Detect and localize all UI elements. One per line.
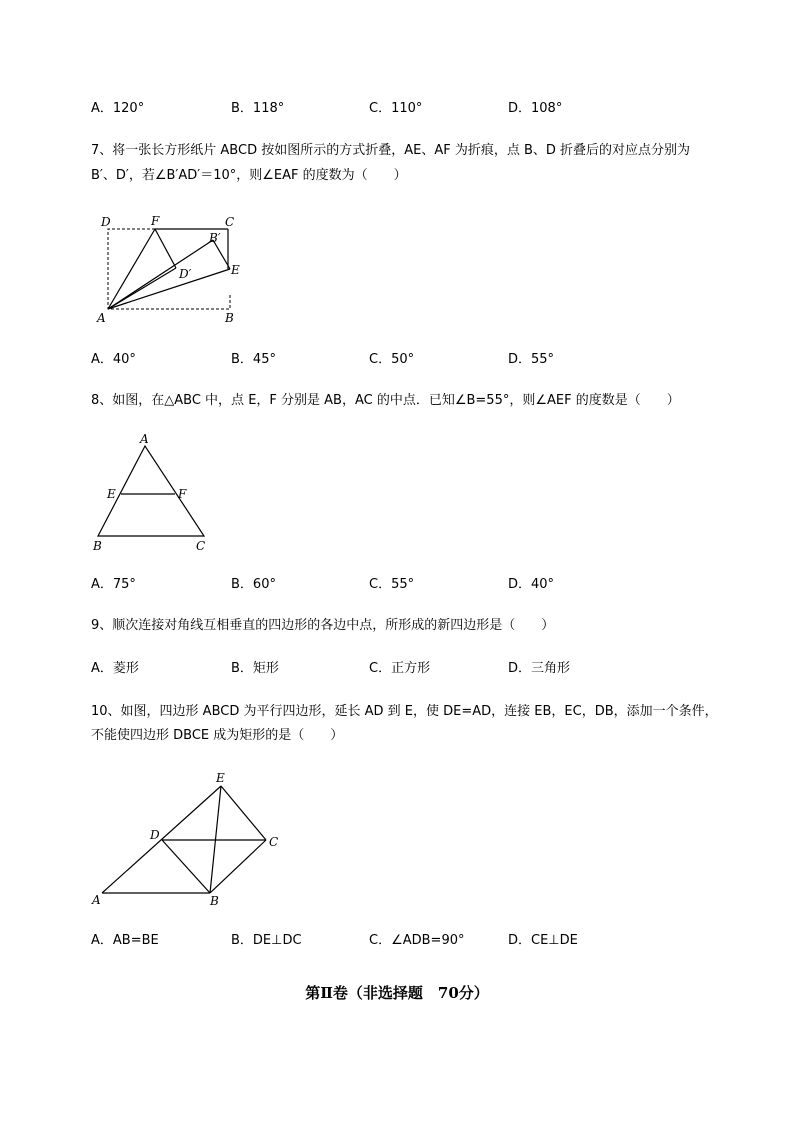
q7-figure (95, 210, 255, 325)
q10-option-c[interactable]: C．∠ADB=90° (369, 933, 465, 948)
q8-label-f: F (178, 487, 187, 501)
q10-option-a[interactable]: A．AB=BE (91, 933, 159, 948)
q9-option-b[interactable]: B．矩形 (231, 661, 279, 676)
q10-label-c: C (269, 835, 279, 849)
q8-label-a: A (140, 432, 149, 446)
q6-option-b[interactable]: B．118° (231, 101, 285, 116)
q10-label-e: E (216, 771, 225, 785)
q8-stem: 8、如图，在△ABC 中，点 E，F 分别是 AB，AC 的中点．已知∠B=55°，则∠AEF 的度数是（ ） (91, 393, 680, 408)
q7-edge-abp (108, 240, 213, 309)
q7-label-bprime: B′ (209, 231, 221, 245)
q6-option-d[interactable]: D．108° (508, 101, 563, 116)
q10-label-d: D (150, 828, 160, 842)
q7-label-b: B (225, 311, 234, 325)
q10-options (91, 932, 691, 950)
q8-option-d[interactable]: D．40° (508, 577, 555, 592)
q10-stem-line2: 不能使四边形 DBCE 成为矩形的是（ ） (91, 728, 344, 743)
q9-options (91, 660, 691, 678)
q8-label-c: C (196, 539, 206, 553)
q9-option-c[interactable]: C．正方形 (369, 661, 431, 676)
q7-option-d[interactable]: D．55° (508, 352, 555, 367)
q9-stem: 9、顺次连接对角线互相垂直的四边形的各边中点，所形成的新四边形是（ ） (91, 618, 555, 633)
q8-options (91, 576, 691, 594)
q6-option-a[interactable]: A．120° (91, 101, 145, 116)
q7-edge-fdp (155, 229, 176, 268)
q10-segment-ec (221, 786, 266, 840)
q7-label-f: F (151, 214, 160, 228)
q7-fold-ae (108, 269, 230, 309)
q7-stem-line2: B′、D′，若∠B′AD′＝10°，则∠EAF 的度数为（ ） (91, 168, 407, 183)
q7-option-a[interactable]: A．40° (91, 352, 136, 367)
q7-option-c[interactable]: C．50° (369, 352, 415, 367)
q10-label-b: B (210, 894, 219, 908)
q9-option-a[interactable]: A．菱形 (91, 661, 139, 676)
q10-option-d[interactable]: D．CE⊥DE (508, 933, 578, 948)
q6-options (91, 100, 691, 118)
q7-fold-af (108, 229, 155, 309)
q10-label-a: A (92, 893, 101, 907)
q10-segment-bc (210, 840, 266, 893)
q7-label-c: C (225, 215, 235, 229)
q10-option-b[interactable]: B．DE⊥DC (231, 933, 302, 948)
q7-stem-line1: 7、将一张长方形纸片 ABCD 按如图所示的方式折叠，AE、AF 为折痕，点 B、D 折叠后的对应点分别为 (91, 143, 691, 158)
q10-stem-line1: 10、如图，四边形 ABCD 为平行四边形，延长 AD 到 E，使 DE=AD，连接 EB，EC，DB，添加一个条件， (91, 704, 718, 719)
q7-label-dprime: D′ (179, 267, 192, 281)
q10-figure (88, 768, 288, 910)
q7-label-a: A (97, 311, 106, 325)
q8-option-b[interactable]: B．60° (231, 577, 276, 592)
q7-option-b[interactable]: B．45° (231, 352, 276, 367)
q7-label-d: D (101, 215, 111, 229)
section-title: 第Ⅱ卷（非选择题 70分） (305, 984, 489, 1002)
q8-label-b: B (93, 539, 102, 553)
q8-option-a[interactable]: A．75° (91, 577, 136, 592)
q7-options (91, 351, 691, 369)
q8-figure (90, 432, 215, 554)
q9-option-d[interactable]: D．三角形 (508, 661, 571, 676)
q10-segment-db (162, 840, 210, 893)
q8-option-c[interactable]: C．55° (369, 577, 415, 592)
q6-option-c[interactable]: C．110° (369, 101, 423, 116)
q7-label-e: E (231, 263, 240, 277)
q8-label-e: E (107, 487, 116, 501)
